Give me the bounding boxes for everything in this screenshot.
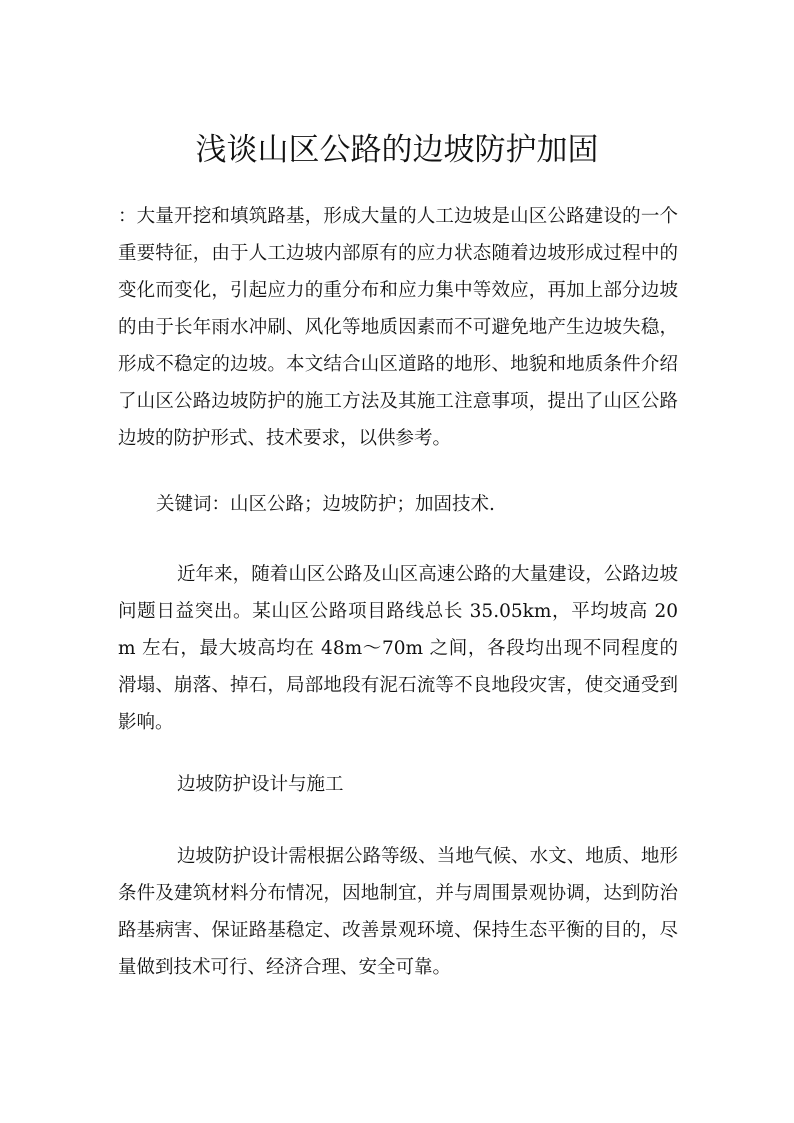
abstract-paragraph: ：大量开挖和填筑路基，形成大量的人工边坡是山区公路建设的一个重要特征，由于人工边坡内部原有的应力状态随着边坡形成过程中的变化而变化，引起应力的重分布和应力集中等效应，再加上部分边坡的由于长年雨水冲刷、风化等地质因素而不可避免地产生边坡失稳，形成不稳定的边坡。本文结合山区道路的地形、地貌和地质条件介绍了山区公路边坡防护的施工方法及其施工注意事项，提出了山区公路边坡的防护形式、技术要求，以供参考。 bbox=[118, 206, 678, 449]
design-paragraph: 边坡防护设计需根据公路等级、当地气候、水文、地质、地形条件及建筑材料分布情况，因地制宜，并与周围景观协调，达到防治路基病害、保证路基稳定、改善景观环境、保持生态平衡的目的，尽量做到技术可行、经济合理、安全可靠。 bbox=[118, 846, 678, 978]
section-heading: 边坡防护设计与施工 bbox=[177, 774, 344, 795]
document-title: 浅谈山区公路的边坡防护加固 bbox=[195, 132, 599, 168]
keywords-line: 关键词：山区公路；边坡防护；加固技术. bbox=[156, 494, 495, 515]
intro-paragraph: 近年来，随着山区公路及山区高速公路的大量建设，公路边坡问题日益突出。某山区公路项目路线总长 35.05km，平均坡高 20m 左右，最大坡高均在 48m～70m 之间，各段均出现不同程度的滑塌、崩落、掉石，局部地段有泥石流等不良地段灾害，使交通受到影响。 bbox=[118, 564, 678, 733]
